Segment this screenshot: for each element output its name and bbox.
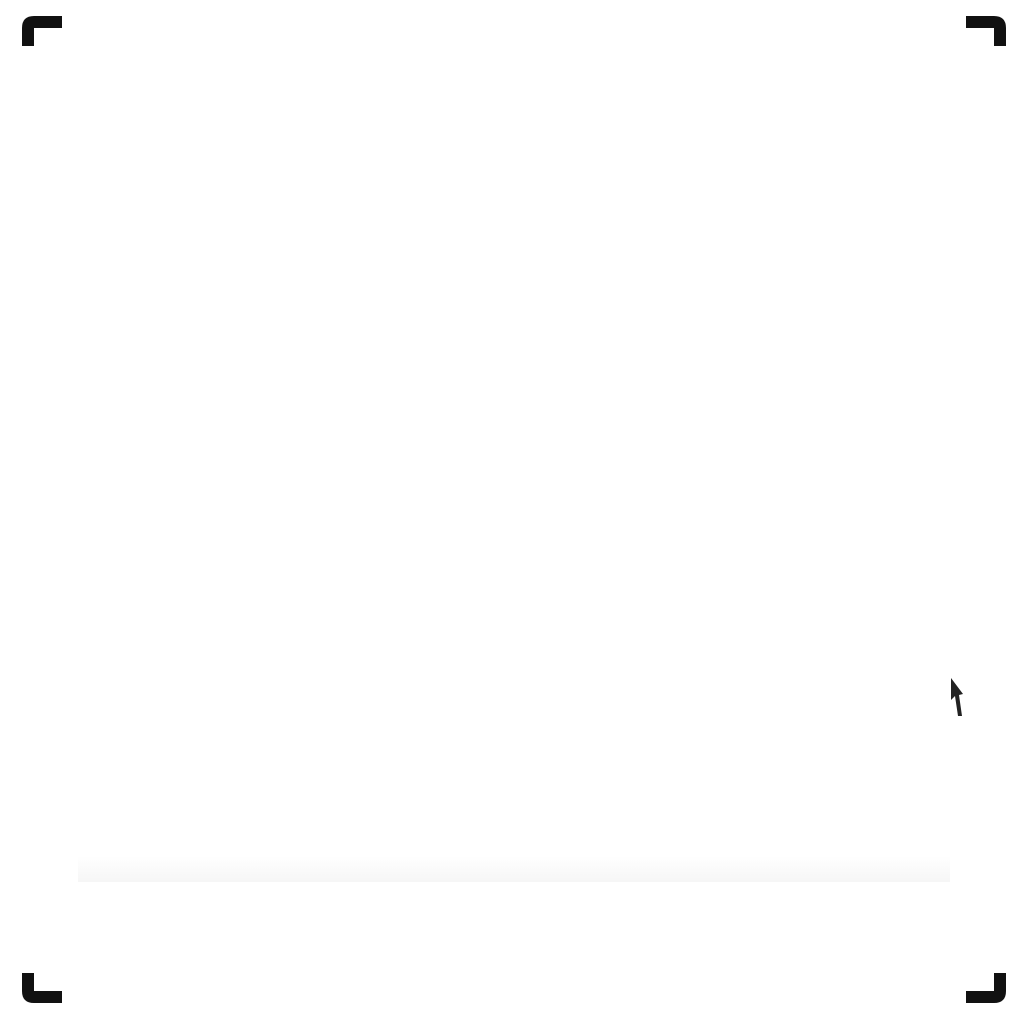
frame-corner-bottom-left	[22, 973, 62, 1003]
scan-edge-shade	[78, 856, 950, 882]
scanned-page	[78, 120, 950, 882]
frame-corner-top-left	[22, 16, 62, 46]
frame-corner-bottom-right	[966, 973, 1006, 1003]
frame-corner-top-right	[966, 16, 1006, 46]
mouse-pointer-icon	[949, 676, 969, 720]
